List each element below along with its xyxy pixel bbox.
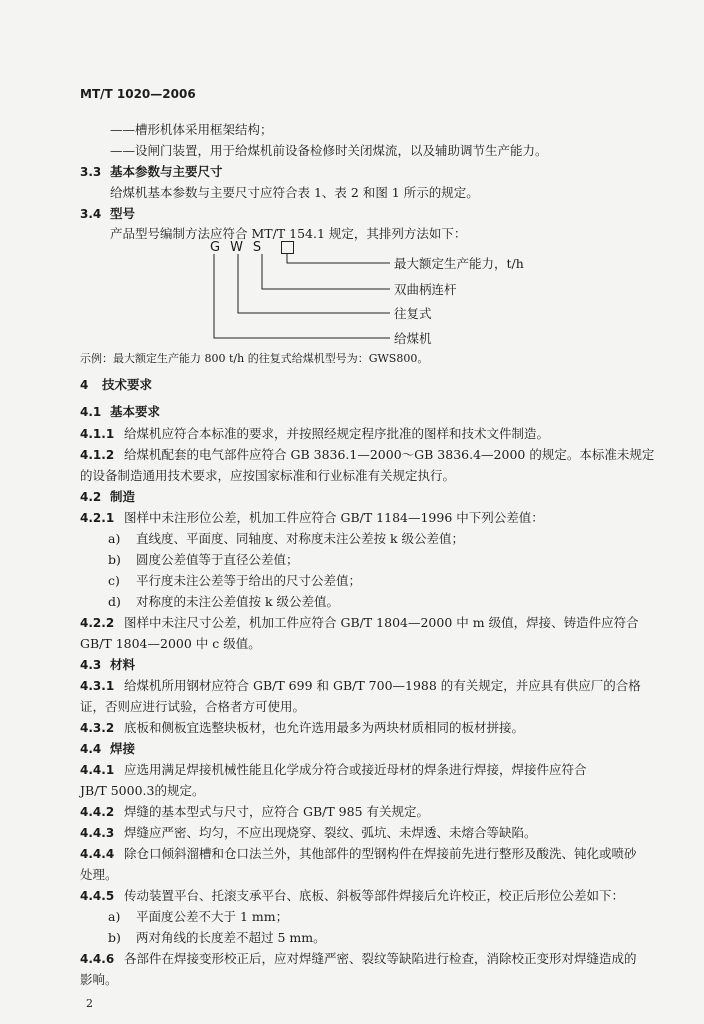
clause-text: 影响。: [80, 972, 118, 987]
section-number: 4.1: [80, 405, 102, 419]
list-label: c): [108, 573, 120, 588]
standard-code-header: MT/T 1020—2006: [80, 87, 196, 101]
clause-number: 4.3.2: [80, 721, 115, 735]
section-title: 基本要求: [110, 404, 161, 419]
clause-number: 4.4.6: [80, 952, 115, 966]
body-line: ——设闸门装置，用于给煤机前设备检修时关闭煤流，以及辅助调节生产能力。: [110, 143, 548, 158]
section-title: 型号: [110, 206, 136, 221]
clause-text: 各部件在焊接变形校正后，应对焊缝严密、裂纹等缺陷进行检查，消除校正变形对焊缝造成的: [124, 951, 637, 966]
code-label-reciprocating: 往复式: [394, 306, 432, 321]
code-label-feeder: 给煤机: [394, 331, 432, 346]
clause-number: 4.4.2: [80, 805, 115, 819]
list-item: 平面度公差不大于 1 mm；: [136, 909, 289, 924]
code-label-capacity: 最大额定生产能力，t/h: [394, 256, 524, 271]
clause-text: 图样中未注形位公差，机加工件应符合 GB/T 1184—1996 中下列公差值：: [124, 510, 544, 525]
clause-text: 除仓口倾斜溜槽和仓口法兰外，其他部件的型钢构件在焊接前先进行整形及酸洗、钝化或喷砂: [124, 846, 637, 861]
clause-number: 4.4.3: [80, 826, 115, 840]
clause-number: 4.4.1: [80, 763, 115, 777]
section-title: 材料: [110, 657, 136, 672]
clause-text: 传动装置平台、托滚支承平台、底板、斜板等部件焊接后允许校正，校正后形位公差如下：: [124, 888, 625, 903]
list-item: 对称度的未注公差值按 k 级公差值。: [136, 594, 340, 609]
clause-text: GB/T 1804—2000 中 c 级值。: [80, 636, 261, 651]
list-label: a): [108, 909, 121, 924]
example-note: 示例：最大额定生产能力 800 t/h 的往复式给煤机型号为：GWS800。: [80, 352, 429, 365]
section-title: 基本参数与主要尺寸: [110, 164, 223, 179]
clause-text: JB/T 5000.3的规定。: [80, 783, 205, 798]
clause-number: 4.1.1: [80, 427, 115, 441]
clause-text: 给煤机应符合本标准的要求，并按照经规定程序批准的图样和技术文件制造。: [124, 426, 550, 441]
list-label: b): [108, 930, 121, 945]
section-number: 4.2: [80, 490, 102, 504]
list-label: b): [108, 552, 121, 567]
clause-text: 证，否则应进行试验，合格者方可使用。: [80, 699, 306, 714]
clause-text: 给煤机所用钢材应符合 GB/T 699 和 GB/T 700—1988 的有关规定，并应具有供应厂的合格: [124, 678, 641, 693]
clause-number: 4.2.2: [80, 616, 115, 630]
clause-text: 焊缝应严密、均匀，不应出现烧穿、裂纹、弧坑、未焊透、未熔合等缺陷。: [124, 825, 537, 840]
list-label: a): [108, 531, 121, 546]
clause-text: 给煤机配套的电气部件应符合 GB 3836.1—2000～GB 3836.4—2000 的规定。本标准未规定: [124, 447, 655, 462]
clause-number: 4.4.5: [80, 889, 115, 903]
list-item: 平行度未注公差等于给出的尺寸公差值；: [136, 573, 362, 588]
list-label: d): [108, 594, 121, 609]
clause-number: 4.3.1: [80, 679, 115, 693]
section-number: 3.3: [80, 165, 102, 179]
clause-text: 处理。: [80, 867, 118, 882]
clause-number: 4.1.2: [80, 448, 115, 462]
list-item: 圆度公差值等于直径公差值；: [136, 552, 299, 567]
section-title: 制造: [110, 489, 136, 504]
clause-text: 的设备制造通用技术要求，应按国家标准和行业标准有关规定执行。: [80, 468, 456, 483]
body-line: ——槽形机体采用框架结构；: [110, 122, 273, 137]
list-item: 直线度、平面度、同轴度、对称度未注公差按 k 级公差值；: [136, 531, 465, 546]
model-code-letters: GWS: [210, 240, 272, 255]
clause-text: 焊缝的基本型式与尺寸，应符合 GB/T 985 有关规定。: [124, 804, 429, 819]
section-title: 技术要求: [102, 377, 153, 392]
page-number: 2: [86, 997, 93, 1010]
clause-number: 4.4.4: [80, 847, 115, 861]
section-number: 4: [80, 378, 89, 392]
clause-number: 4.2.1: [80, 511, 115, 525]
section-number: 4.4: [80, 742, 102, 756]
body-line: 给煤机基本参数与主要尺寸应符合表 1、表 2 和图 1 所示的规定。: [110, 185, 479, 200]
section-number: 3.4: [80, 207, 102, 221]
list-item: 两对角线的长度差不超过 5 mm。: [136, 930, 326, 945]
clause-text: 底板和侧板宜选整块板材，也允许选用最多为两块材质相同的板材拼接。: [124, 720, 525, 735]
clause-text: 应选用满足焊接机械性能且化学成分符合或接近母材的焊条进行焊接，焊接件应符合: [124, 762, 587, 777]
section-title: 焊接: [110, 741, 136, 756]
code-label-crank: 双曲柄连杆: [394, 282, 457, 297]
clause-text: 图样中未注尺寸公差，机加工件应符合 GB/T 1804—2000 中 m 级值，焊接、铸造件应符合: [124, 615, 639, 630]
section-number: 4.3: [80, 658, 102, 672]
body-line: 产品型号编制方法应符合 MT/T 154.1 规定，其排列方法如下：: [110, 226, 467, 241]
